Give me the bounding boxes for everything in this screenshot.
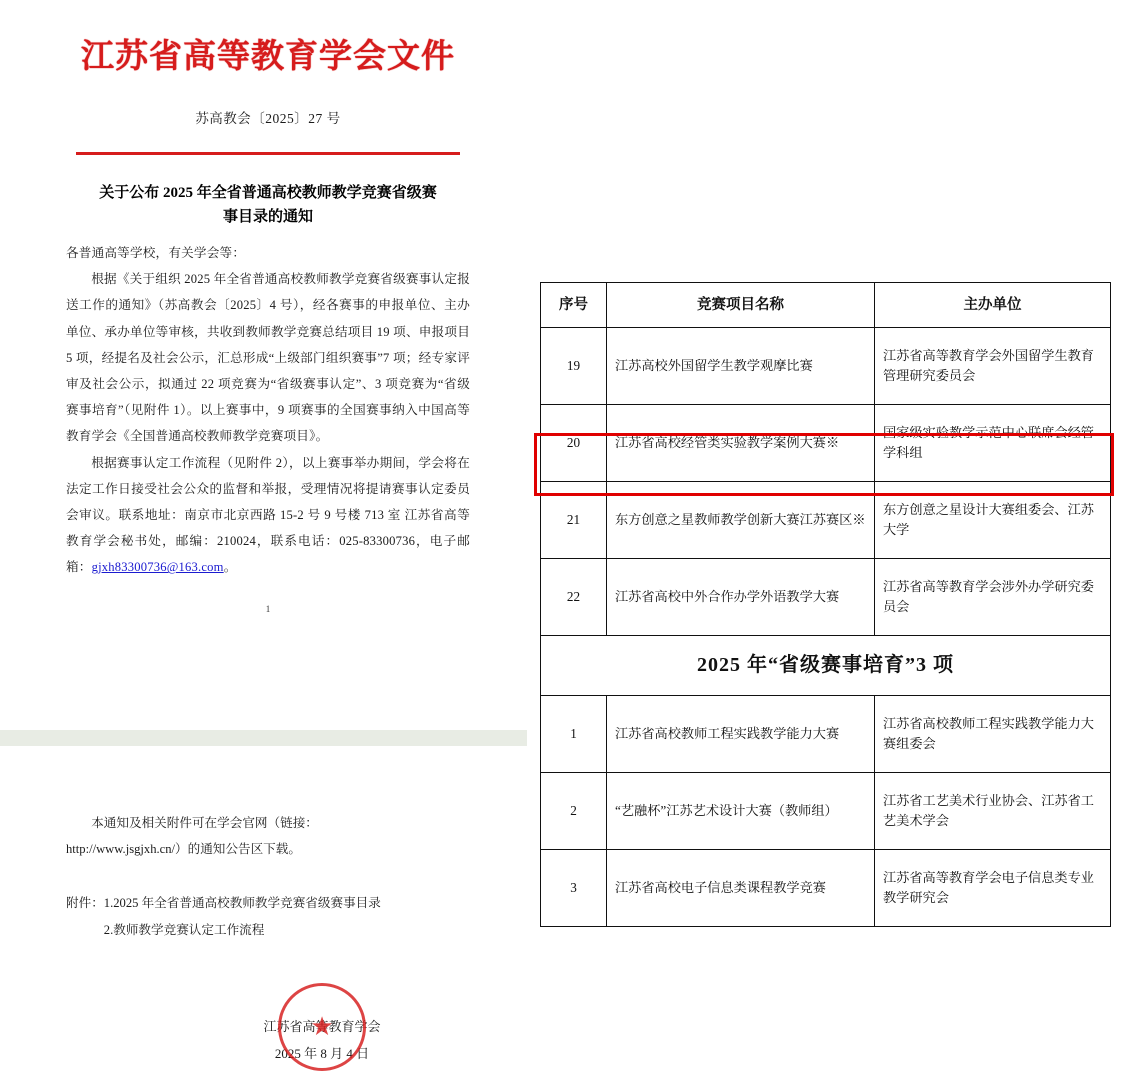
notice-heading-line-1: 关于公布 2025 年全省普通高校教师教学竞赛省级赛 bbox=[99, 184, 437, 201]
document-title: 江苏省高等教育学会文件 bbox=[81, 39, 455, 75]
row-organizer: 国家级实验教学示范中心联席会经管学科组 bbox=[875, 405, 1111, 482]
row-competition-name: 江苏高校外国留学生教学观摩比赛 bbox=[607, 328, 875, 405]
notice-heading bbox=[66, 181, 470, 231]
attachments-label: 附件： bbox=[66, 896, 104, 911]
row-index: 1 bbox=[541, 696, 607, 773]
body-paragraph-2 bbox=[66, 450, 470, 581]
body-paragraph-2-suffix: 。 bbox=[223, 560, 237, 575]
download-notice bbox=[66, 810, 470, 862]
row-index: 19 bbox=[541, 328, 607, 405]
page-number: 1 bbox=[265, 604, 271, 615]
row-index: 2 bbox=[541, 773, 607, 850]
document-number: 苏高教会〔2025〕27 号 bbox=[195, 111, 341, 126]
row-index: 3 bbox=[541, 850, 607, 927]
download-notice-line-2: http://www.jsgjxh.cn/）的通知公告区下载。 bbox=[66, 842, 301, 857]
row-competition-name: 江苏省高校经管类实验教学案例大赛※ bbox=[607, 405, 875, 482]
document-page bbox=[0, 0, 536, 1080]
attachment-item-1: 1.2025 年全省普通高校教师教学竞赛省级赛事目录 bbox=[103, 896, 381, 911]
signature-area bbox=[66, 971, 470, 1081]
salutation: 各普通高等学校，有关学会等： bbox=[66, 246, 246, 260]
row-competition-name: 江苏省高校教师工程实践教学能力大赛 bbox=[607, 696, 875, 773]
attachment-item-2: 2.教师教学竞赛认定工作流程 bbox=[103, 922, 265, 937]
table-row bbox=[541, 773, 1111, 850]
table-header-row bbox=[541, 283, 1111, 328]
column-header-name: 竞赛项目名称 bbox=[607, 283, 875, 328]
column-header-index: 序号 bbox=[541, 283, 607, 328]
row-competition-name: 江苏省高校中外合作办学外语教学大赛 bbox=[607, 559, 875, 636]
competition-table bbox=[540, 282, 1111, 927]
table-section-title-row bbox=[541, 636, 1111, 696]
body-paragraph-2-text: 根据赛事认定工作流程（见附件 2），以上赛事举办期间，学会将在法定工作日接受社会公众的监督和举报，受理情况将提请赛事认定委员会审议。联系地址：南京市北京西路 15-2 号 9 号楼 713 室 江苏省高等教育学会秘书处，邮编：210024，联系电话：025-83300736，电子邮箱： bbox=[66, 455, 470, 575]
table-row bbox=[541, 559, 1111, 636]
section-title: 2025 年“省级赛事培育”3 项 bbox=[541, 636, 1111, 696]
document-body bbox=[66, 240, 470, 580]
attachments-line-1 bbox=[66, 890, 470, 916]
table-row bbox=[541, 328, 1111, 405]
row-index: 21 bbox=[541, 482, 607, 559]
row-index: 22 bbox=[541, 559, 607, 636]
table-row bbox=[541, 696, 1111, 773]
row-organizer: 江苏省工艺美术行业协会、江苏省工艺美术学会 bbox=[875, 773, 1111, 850]
attachments-block bbox=[66, 890, 470, 942]
scan-artifact-band bbox=[0, 730, 527, 746]
body-paragraph-1: 根据《关于组织 2025 年全省普通高校教师教学竞赛省级赛事认定报送工作的通知》（苏高教会〔2025〕4 号），经各赛事的申报单位、主办单位、承办单位等审核，共收到教师教学竞赛总结项目 19 项、申报项目 5 项，经提名及社会公示，汇总形成“上级部门组织赛事”7 项；经专家评审及社会公示，拟通过 22 项竞赛为“省级赛事认定”、3 项竞赛为“省级赛事培育”（见附件 1）。以上赛事中，9 项赛事的全国赛事纳入中国高等教育学会《全国普通高校教师教学竞赛项目》。 bbox=[66, 272, 470, 444]
row-competition-name: 江苏省高校电子信息类课程教学竞赛 bbox=[607, 850, 875, 927]
row-organizer: 江苏省高等教育学会涉外办学研究委员会 bbox=[875, 559, 1111, 636]
table-row bbox=[541, 405, 1111, 482]
table-row bbox=[541, 850, 1111, 927]
notice-heading-line-2: 事目录的通知 bbox=[222, 209, 313, 226]
table-row-highlighted bbox=[541, 482, 1111, 559]
official-seal-stamp-icon bbox=[278, 983, 366, 1071]
document-tail bbox=[0, 810, 536, 1081]
row-organizer: 东方创意之星设计大赛组委会、江苏大学 bbox=[875, 482, 1111, 559]
column-header-organizer: 主办单位 bbox=[875, 283, 1111, 328]
row-competition-name: “艺融杯”江苏艺术设计大赛（教师组） bbox=[607, 773, 875, 850]
row-organizer: 江苏省高校教师工程实践教学能力大赛组委会 bbox=[875, 696, 1111, 773]
signature-organization: 江苏省高等教育学会 bbox=[263, 1018, 381, 1034]
signature-date: 2025 年 8 月 4 日 bbox=[274, 1046, 370, 1062]
row-competition-name: 东方创意之星教师教学创新大赛江苏赛区※ bbox=[607, 482, 875, 559]
row-organizer: 江苏省高等教育学会电子信息类专业教学研究会 bbox=[875, 850, 1111, 927]
download-notice-line-1: 本通知及相关附件可在学会官网（链接： bbox=[91, 816, 318, 830]
competition-table-wrapper bbox=[540, 282, 1110, 927]
red-divider-rule bbox=[76, 152, 460, 155]
row-index: 20 bbox=[541, 405, 607, 482]
row-organizer: 江苏省高等教育学会外国留学生教育管理研究委员会 bbox=[875, 328, 1111, 405]
contact-email-link[interactable]: gjxh83300736@163.com bbox=[91, 560, 224, 575]
